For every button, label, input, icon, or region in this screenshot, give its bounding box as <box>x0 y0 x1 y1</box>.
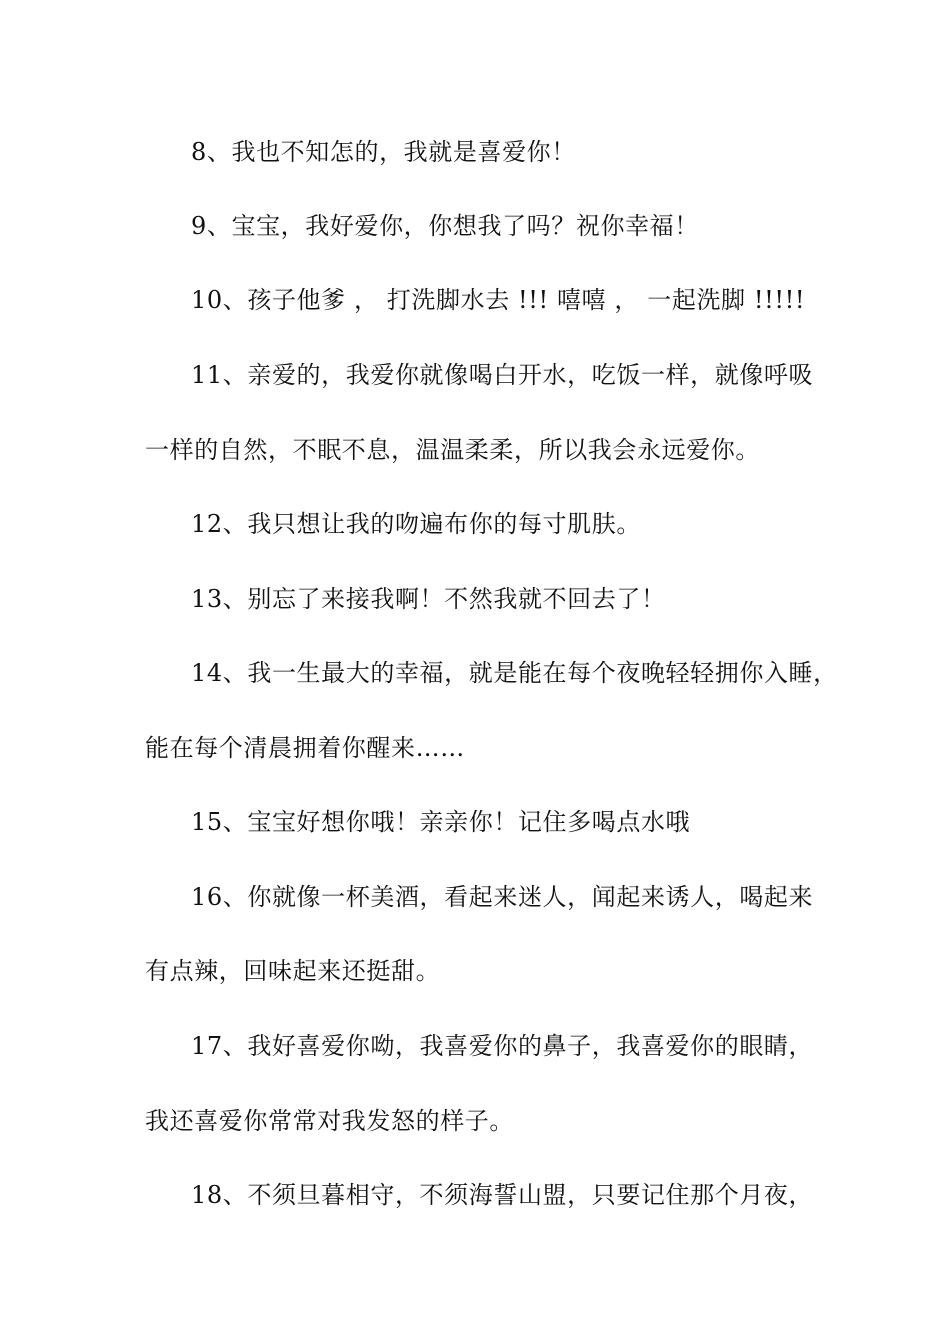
paragraph-13: 13、别忘了来接我啊！不然我就不回去了！ <box>191 585 666 613</box>
paragraph-12: 12、我只想让我的吻遍布你的每寸肌肤。 <box>191 510 641 538</box>
paragraph-15: 15、宝宝好想你哦！亲亲你！记住多喝点水哦 <box>191 808 691 836</box>
paragraph-18-line-1: 18、不须旦暮相守，不须海誓山盟，只要记住那个月夜， <box>191 1181 814 1209</box>
paragraph-8: 8、我也不知怎的，我就是喜爱你！ <box>191 138 576 166</box>
paragraph-11-line-1: 11、亲爱的，我爱你就像喝白开水，吃饭一样，就像呼吸 <box>191 361 814 389</box>
paragraph-17-line-2: 我还喜爱你常常对我发怒的样子。 <box>145 1107 514 1135</box>
paragraph-17-line-1: 17、我好喜爱你呦，我喜爱你的鼻子，我喜爱你的眼睛， <box>191 1032 814 1060</box>
paragraph-11-line-2: 一样的自然，不眠不息，温温柔柔，所以我会永远爱你。 <box>145 436 760 464</box>
paragraph-14-line-2: 能在每个清晨拥着你醒来…… <box>145 734 465 762</box>
paragraph-16-line-2: 有点辣，回味起来还挺甜。 <box>145 957 441 985</box>
paragraph-9: 9、宝宝，我好爱你，你想我了吗？祝你幸福！ <box>191 212 699 240</box>
paragraph-16-line-1: 16、你就像一杯美酒，看起来迷人，闻起来诱人，喝起来 <box>191 883 814 911</box>
paragraph-10: 10、孩子他爹 ， 打洗脚水去 !!! 嘻嘻 ， 一起洗脚 !!!!! <box>191 286 806 314</box>
paragraph-14-line-1: 14、我一生最大的幸福，就是能在每个夜晚轻轻拥你入睡， <box>191 659 838 687</box>
